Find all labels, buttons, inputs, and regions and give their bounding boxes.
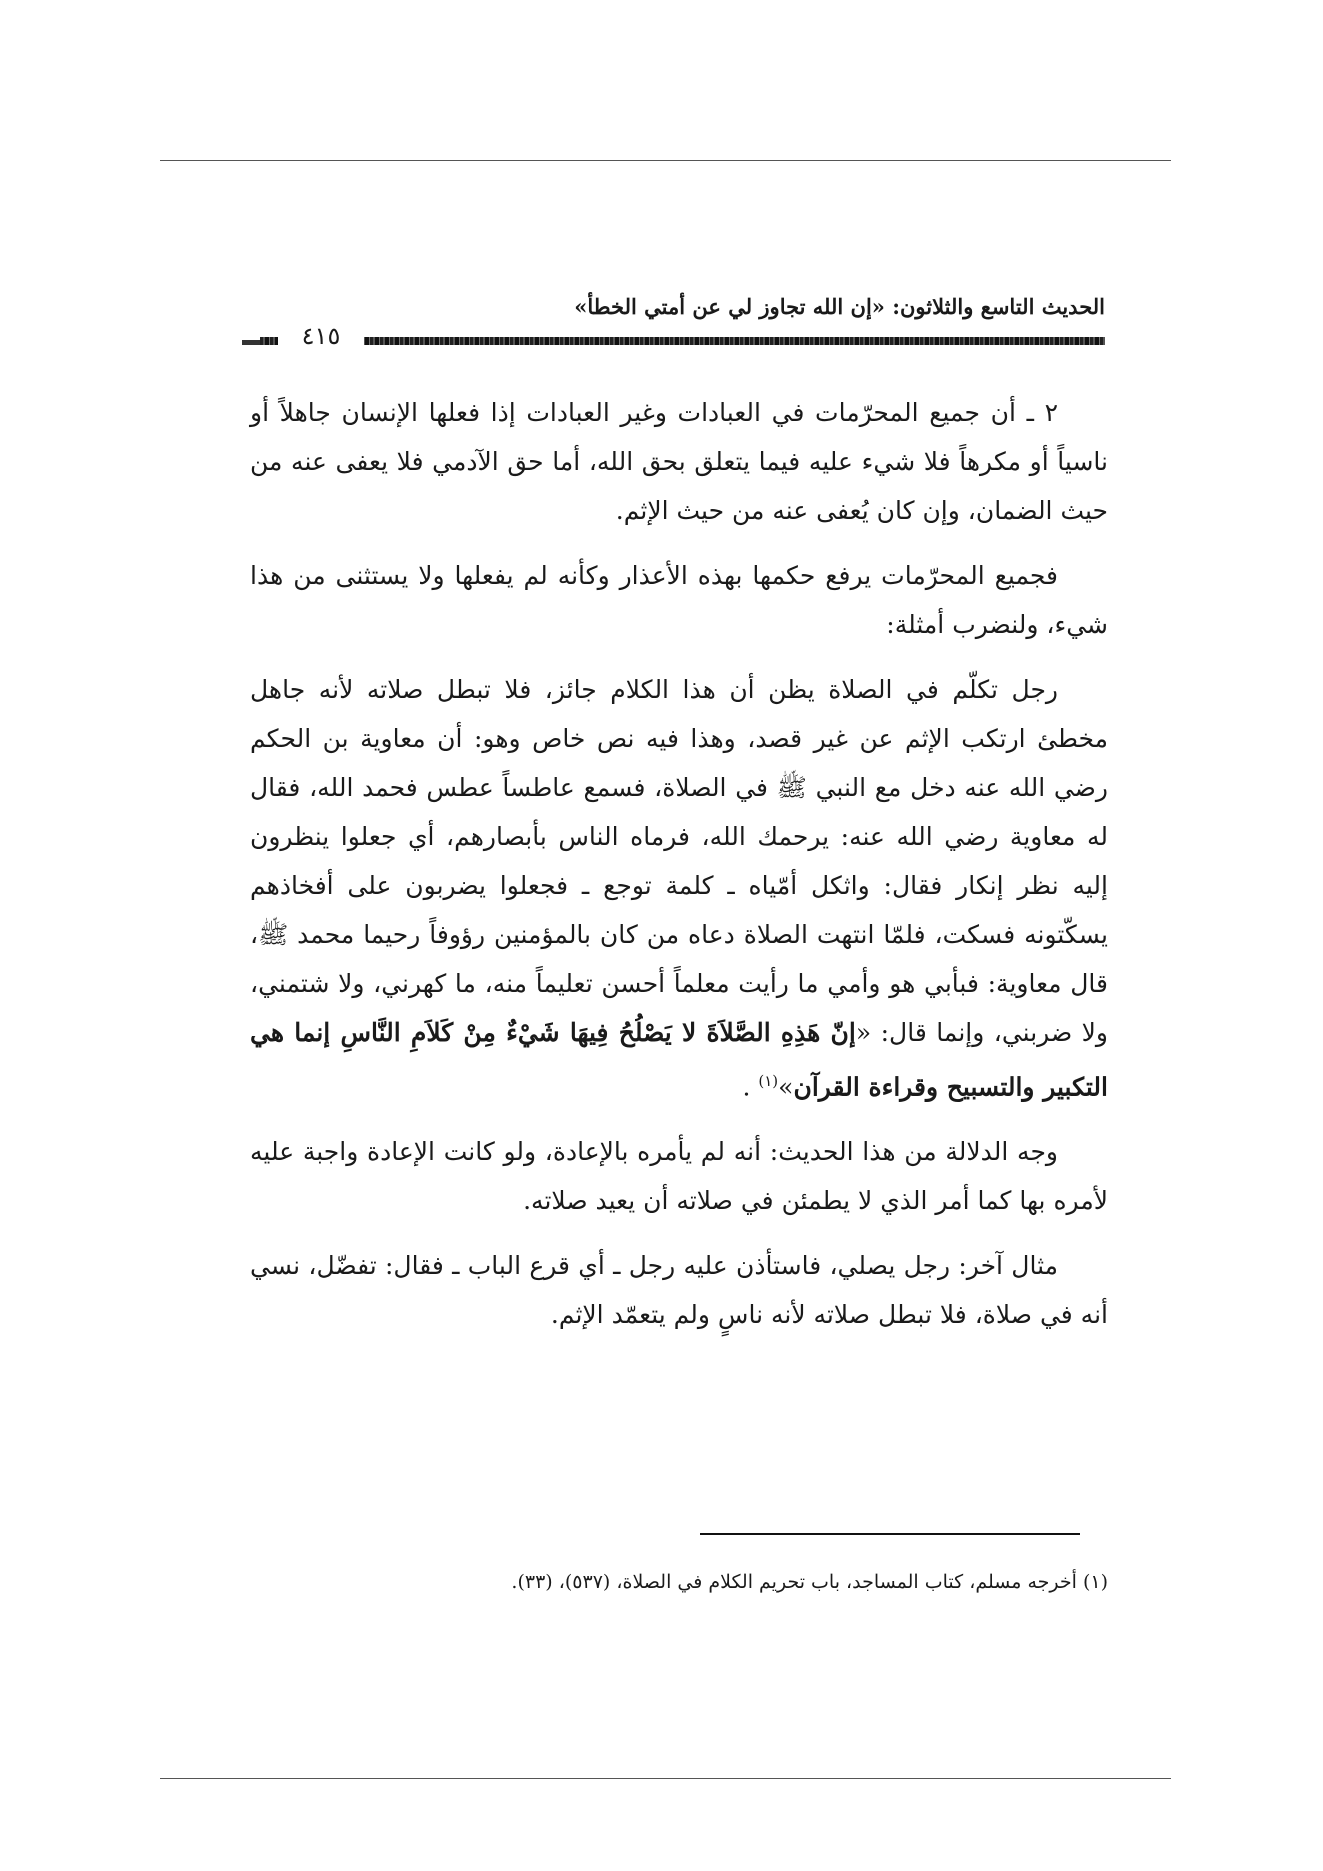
paragraph-2: فجميع المحرّمات يرفع حكمها بهذه الأعذار وكأنه لم يفعلها ولا يستثنى من هذا شيء، ولنضرب أمثلة:: [250, 561, 1108, 639]
footnote-rule: [700, 1533, 1080, 1535]
top-page-rule: [160, 160, 1171, 161]
hadith-quote: إنّ هَذِهِ الصَّلاَةَ لا يَصْلُحُ فِيهَا شَيْءٌ مِنْ كَلاَمِ النَّاسِ إنما هي التكبير والتسبيح وقراءة القرآن: [250, 1018, 1108, 1102]
paragraph-5: مثال آخر: رجل يصلي، فاستأذن عليه رجل ـ أي قرع الباب ـ فقال: تفضّل، نسي أنه في صلاة، فلا تبطل صلاته لأنه ناسٍ ولم يتعمّد الإثم.: [250, 1251, 1108, 1330]
paragraph-3-text: رجل تكلّم في الصلاة يظن أن هذا الكلام جائز، فلا تبطل صلاته لأنه جاهل مخطئ ارتكب الإثم عن غير قصد، وهذا فيه نص خاص وهو: أن معاوية بن الحكم رضي الله عنه دخل مع النبي ﷺ في الصلاة، فسمع عاطساً عطس فحمد الله، فقال له معاوية رضي الله عنه: يرحمك الله، فرماه الناس بأبصارهم، أي جعلوا ينظرون إليه نظر إنكار فقال: واثكل أمّياه ـ كلمة توجع ـ فجعلوا يضربون على أفخاذهم يسكّتونه فسكت، فلمّا انتهت الصلاة دعاه من كان بالمؤمنين رؤوفاً رحيما محمد ﷺ، قال معاوية: فبأبي هو وأمي ما رأيت معلماً أحسن تعليماً منه، ما كهرني، ولا شتمني، ولا ضربني، وإنما قال: «: [250, 675, 1108, 1047]
paragraph-4: وجه الدلالة من هذا الحديث: أنه لم يأمره بالإعادة، ولو كانت الإعادة واجبة عليه لأمره بها كما أمر الذي لا يطمئن في صلاته أن يعيد صلاته.: [250, 1137, 1108, 1216]
paragraph-3: [250, 665, 1108, 1111]
footnote: (١) أخرجه مسلم، كتاب المساجد، باب تحريم الكلام في الصلاة، (٥٣٧)، (٣٣).: [511, 1571, 1108, 1593]
paragraph-1: ٢ ـ أن جميع المحرّمات في العبادات وغير العبادات إذا فعلها الإنسان جاهلاً أو ناسياً أو مكرهاً فلا شيء عليه فيما يتعلق بحق الله، أما حق الآدمي فلا يعفى عنه من حيث الضمان، وإن كان يُعفى عنه من حيث الإثم.: [250, 398, 1108, 525]
quote-close: »: [778, 1072, 794, 1102]
paragraph-3-end: .: [742, 1072, 751, 1102]
page-number: ٤١٥: [278, 322, 364, 350]
bottom-page-rule: [160, 1778, 1171, 1779]
body-text: [250, 388, 1108, 1339]
header-rule-bar: [260, 337, 1105, 345]
running-head: الحديث التاسع والثلاثون: «إن الله تجاوز لي عن أمتي الخطأ»: [574, 294, 1105, 319]
footnote-ref: (١): [758, 1072, 779, 1090]
